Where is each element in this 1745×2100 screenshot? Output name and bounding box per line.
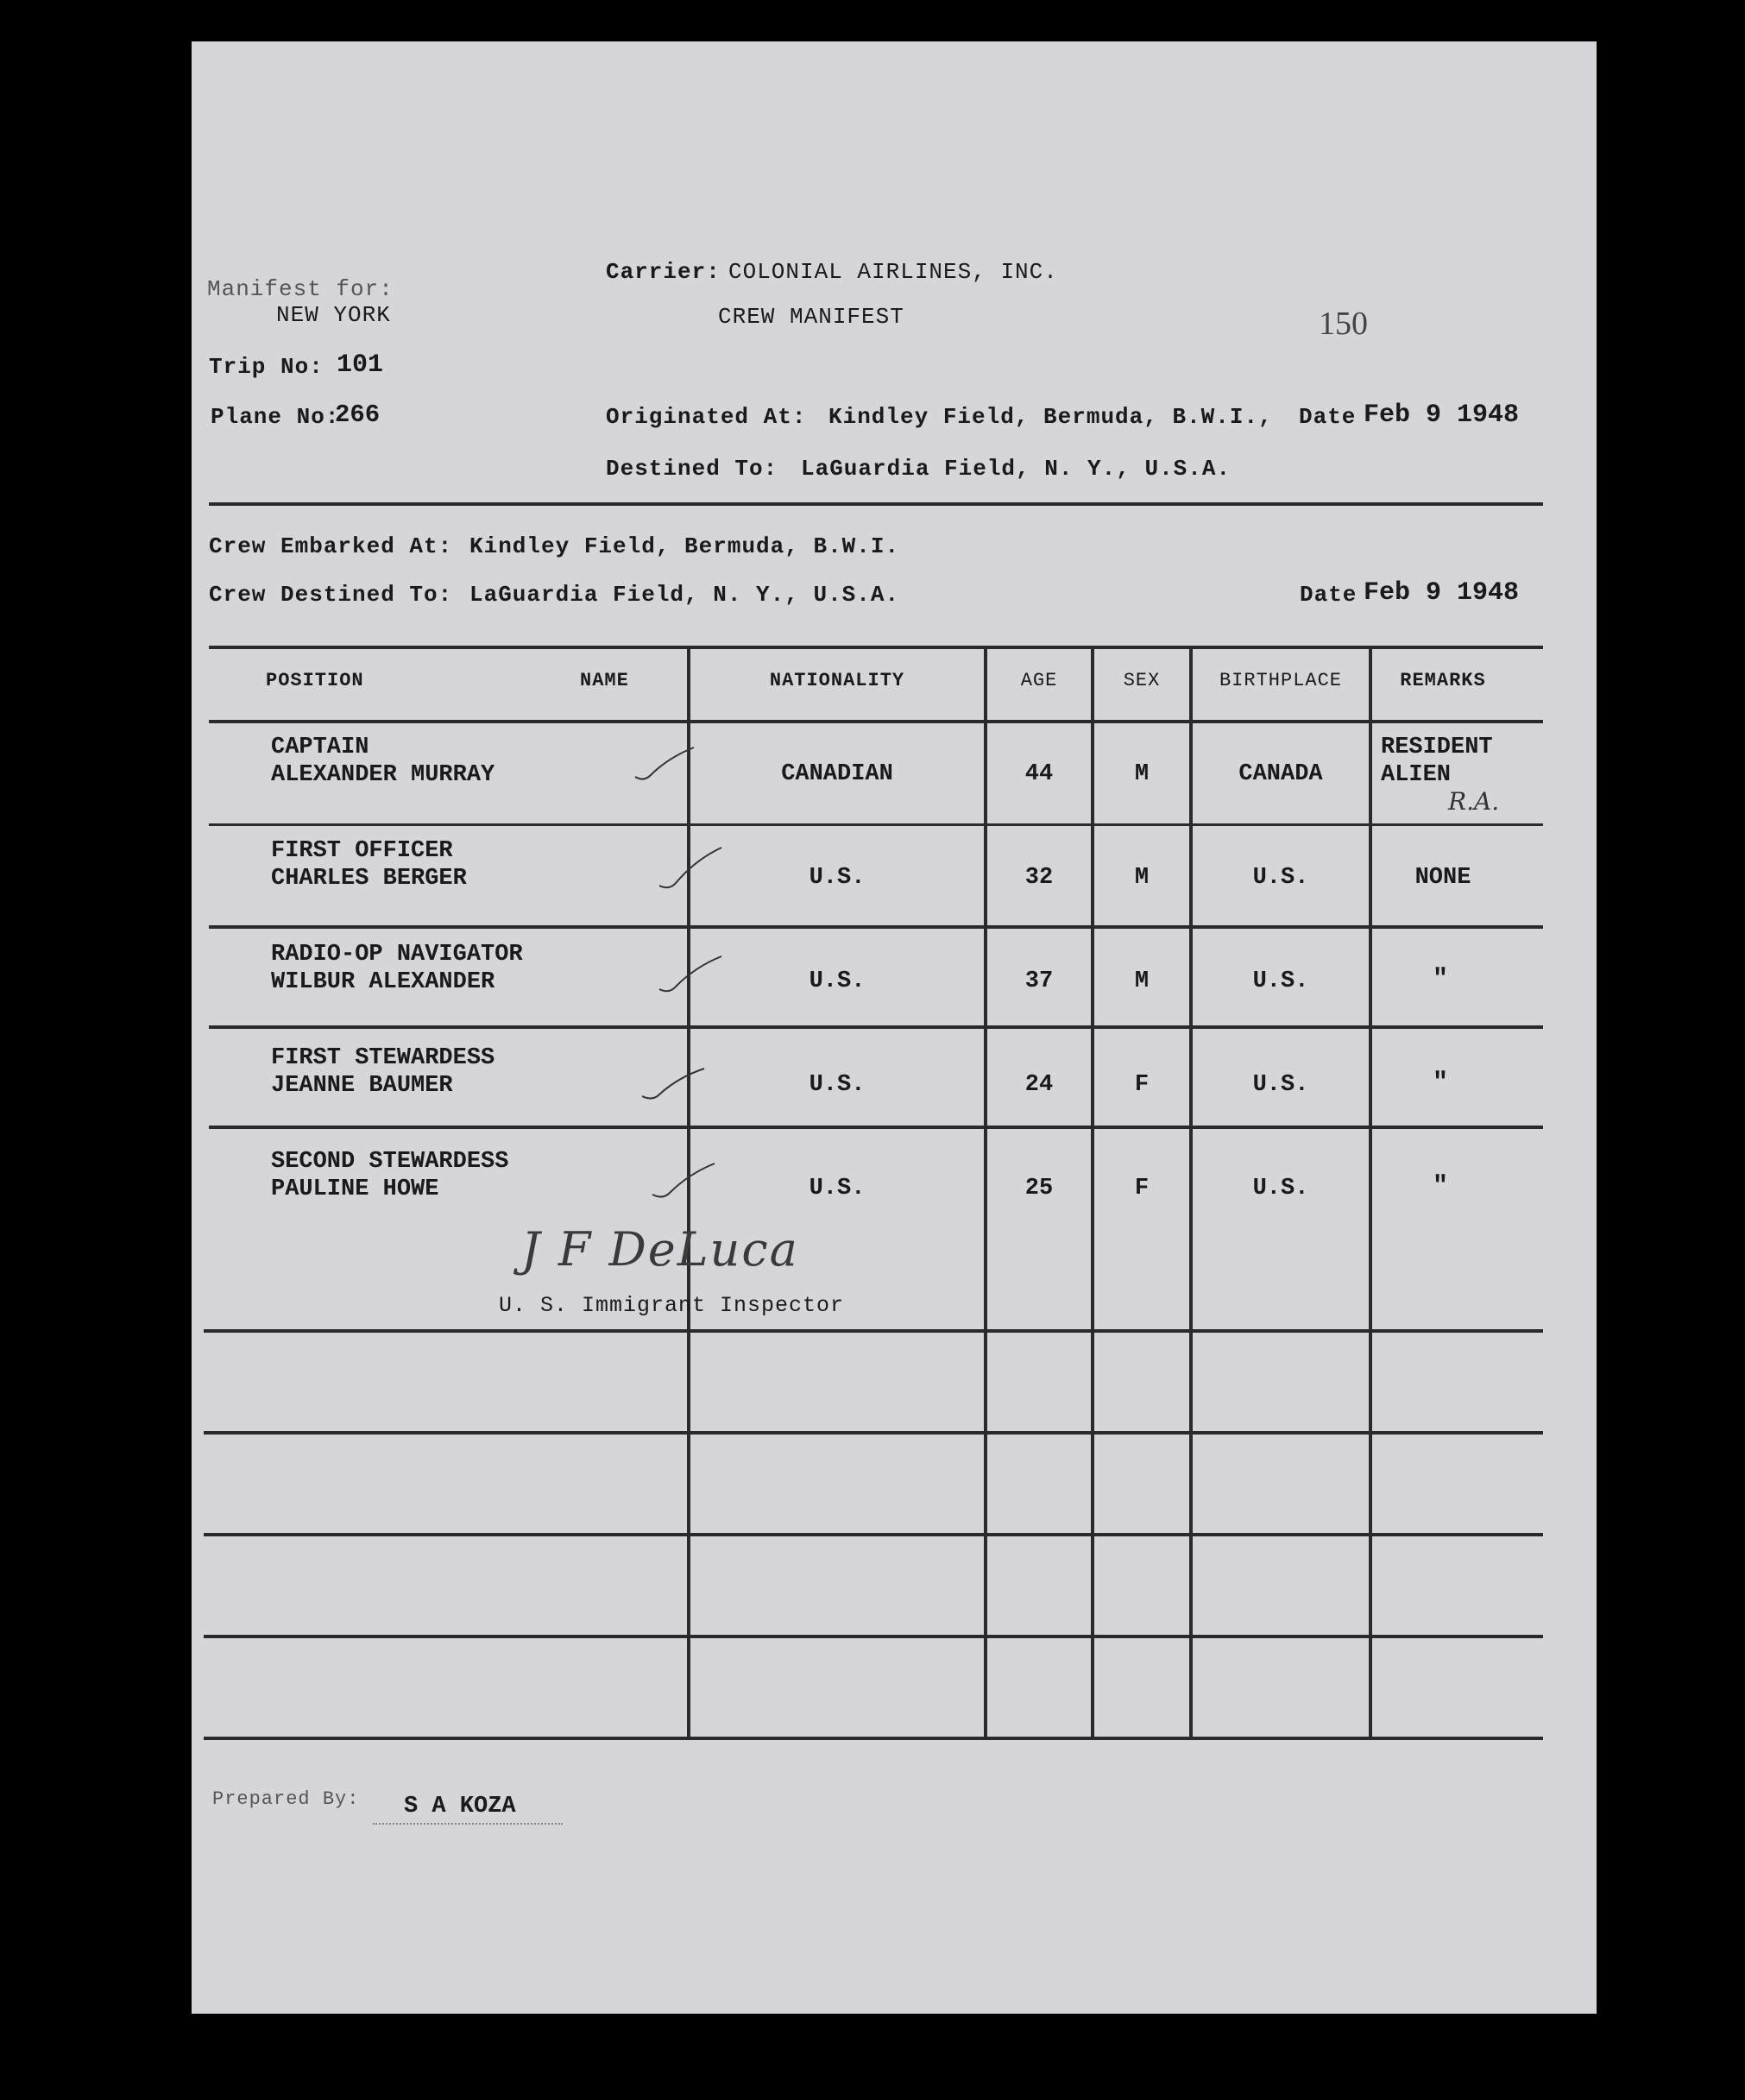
- row2-sex: M: [1134, 865, 1150, 891]
- originated-label: Originated At:: [606, 404, 807, 430]
- row4-birthplace: U.S.: [1252, 1072, 1309, 1098]
- originated-value: Kindley Field, Bermuda, B.W.I.,: [828, 404, 1273, 430]
- row1-birthplace: CANADA: [1238, 761, 1323, 787]
- row3-position: RADIO-OP NAVIGATOR: [271, 942, 523, 968]
- trip-label: Trip No:: [209, 354, 324, 380]
- manifest-for-value: NEW YORK: [276, 302, 391, 328]
- row1-remarks-2: ALIEN: [1381, 762, 1452, 788]
- row3-birthplace: U.S.: [1252, 968, 1309, 994]
- row3-age: 37: [1024, 968, 1054, 994]
- row2-remarks: NONE: [1414, 865, 1471, 891]
- col-rule-5: [1369, 649, 1372, 1738]
- row5-age: 25: [1024, 1176, 1054, 1201]
- row3-remarks: ": [1433, 965, 1449, 994]
- date-label: Date: [1299, 404, 1357, 430]
- rule-row-4: [209, 1126, 1543, 1129]
- header-birthplace: BIRTHPLACE: [1219, 670, 1343, 691]
- plane-value: 266: [335, 400, 381, 429]
- rule-row-6: [204, 1329, 1543, 1333]
- carrier-label: Carrier:: [606, 259, 721, 285]
- row2-nationality: U.S.: [809, 865, 866, 891]
- header-position: POSITION: [266, 670, 364, 691]
- row2-age: 32: [1024, 865, 1054, 891]
- row4-remarks: ": [1433, 1069, 1449, 1098]
- row5-position: SECOND STEWARDESS: [271, 1149, 509, 1175]
- row2-name: CHARLES BERGER: [271, 866, 467, 892]
- header-name: NAME: [580, 670, 629, 691]
- row4-position: FIRST STEWARDESS: [271, 1045, 495, 1071]
- row1-name: ALEXANDER MURRAY: [271, 762, 495, 788]
- destined-value: LaGuardia Field, N. Y., U.S.A.: [801, 456, 1232, 482]
- rule-row-3: [209, 1025, 1543, 1029]
- crew-date-label: Date: [1300, 582, 1358, 608]
- row3-sex: M: [1134, 968, 1150, 994]
- divider-top: [209, 502, 1543, 506]
- prepared-by-label: Prepared By:: [212, 1788, 360, 1810]
- prepared-by-line: [373, 1823, 563, 1825]
- header-age: AGE: [1020, 670, 1058, 691]
- row2-birthplace: U.S.: [1252, 865, 1309, 891]
- manifest-page: [192, 41, 1597, 2014]
- document-title: CREW MANIFEST: [718, 304, 904, 330]
- row3-nationality: U.S.: [809, 968, 866, 994]
- inspector-signature: J F DeLuca: [521, 1222, 799, 1277]
- divider-table-top: [209, 646, 1543, 649]
- page-number: 150: [1319, 306, 1368, 342]
- trip-value: 101: [337, 350, 384, 380]
- rule-header-bottom: [209, 720, 1543, 723]
- row4-nationality: U.S.: [809, 1072, 866, 1098]
- row5-name: PAULINE HOWE: [271, 1176, 439, 1202]
- row5-nationality: U.S.: [809, 1176, 866, 1201]
- manifest-for-label: Manifest for:: [207, 276, 394, 302]
- crew-embarked-label: Crew Embarked At:: [209, 533, 453, 559]
- row1-handwritten-note: R.A.: [1448, 787, 1500, 816]
- row1-position: CAPTAIN: [271, 735, 369, 760]
- header-sex: SEX: [1123, 670, 1161, 691]
- crew-destined-label: Crew Destined To:: [209, 582, 453, 608]
- row4-age: 24: [1024, 1072, 1054, 1098]
- carrier-value: COLONIAL AIRLINES, INC.: [728, 259, 1058, 285]
- row4-sex: F: [1134, 1072, 1150, 1098]
- header-remarks: REMARKS: [1400, 670, 1486, 691]
- plane-label: Plane No:: [211, 404, 340, 430]
- rule-row-2: [209, 925, 1543, 929]
- row5-remarks: ": [1433, 1172, 1449, 1201]
- rule-row-7: [204, 1431, 1543, 1435]
- date-value: Feb 9 1948: [1364, 400, 1520, 430]
- crew-date-value: Feb 9 1948: [1364, 578, 1520, 608]
- row1-remarks-1: RESIDENT: [1381, 735, 1493, 760]
- row5-birthplace: U.S.: [1252, 1176, 1309, 1201]
- row2-position: FIRST OFFICER: [271, 838, 453, 864]
- rule-row-9: [204, 1635, 1543, 1638]
- rule-table-bottom: [204, 1737, 1543, 1740]
- rule-row-1: [209, 823, 1543, 826]
- row1-nationality: CANADIAN: [781, 761, 893, 787]
- destined-label: Destined To:: [606, 456, 778, 482]
- crew-embarked-value: Kindley Field, Bermuda, B.W.I.: [469, 533, 900, 559]
- header-nationality: NATIONALITY: [769, 670, 905, 691]
- crew-destined-value: LaGuardia Field, N. Y., U.S.A.: [469, 582, 900, 608]
- prepared-by-value: S A KOZA: [404, 1794, 516, 1819]
- row3-name: WILBUR ALEXANDER: [271, 969, 495, 995]
- row1-age: 44: [1024, 761, 1054, 787]
- row4-name: JEANNE BAUMER: [271, 1073, 453, 1099]
- row5-sex: F: [1134, 1176, 1150, 1201]
- row1-sex: M: [1134, 761, 1150, 787]
- inspector-title: U. S. Immigrant Inspector: [499, 1293, 845, 1318]
- rule-row-8: [204, 1533, 1543, 1536]
